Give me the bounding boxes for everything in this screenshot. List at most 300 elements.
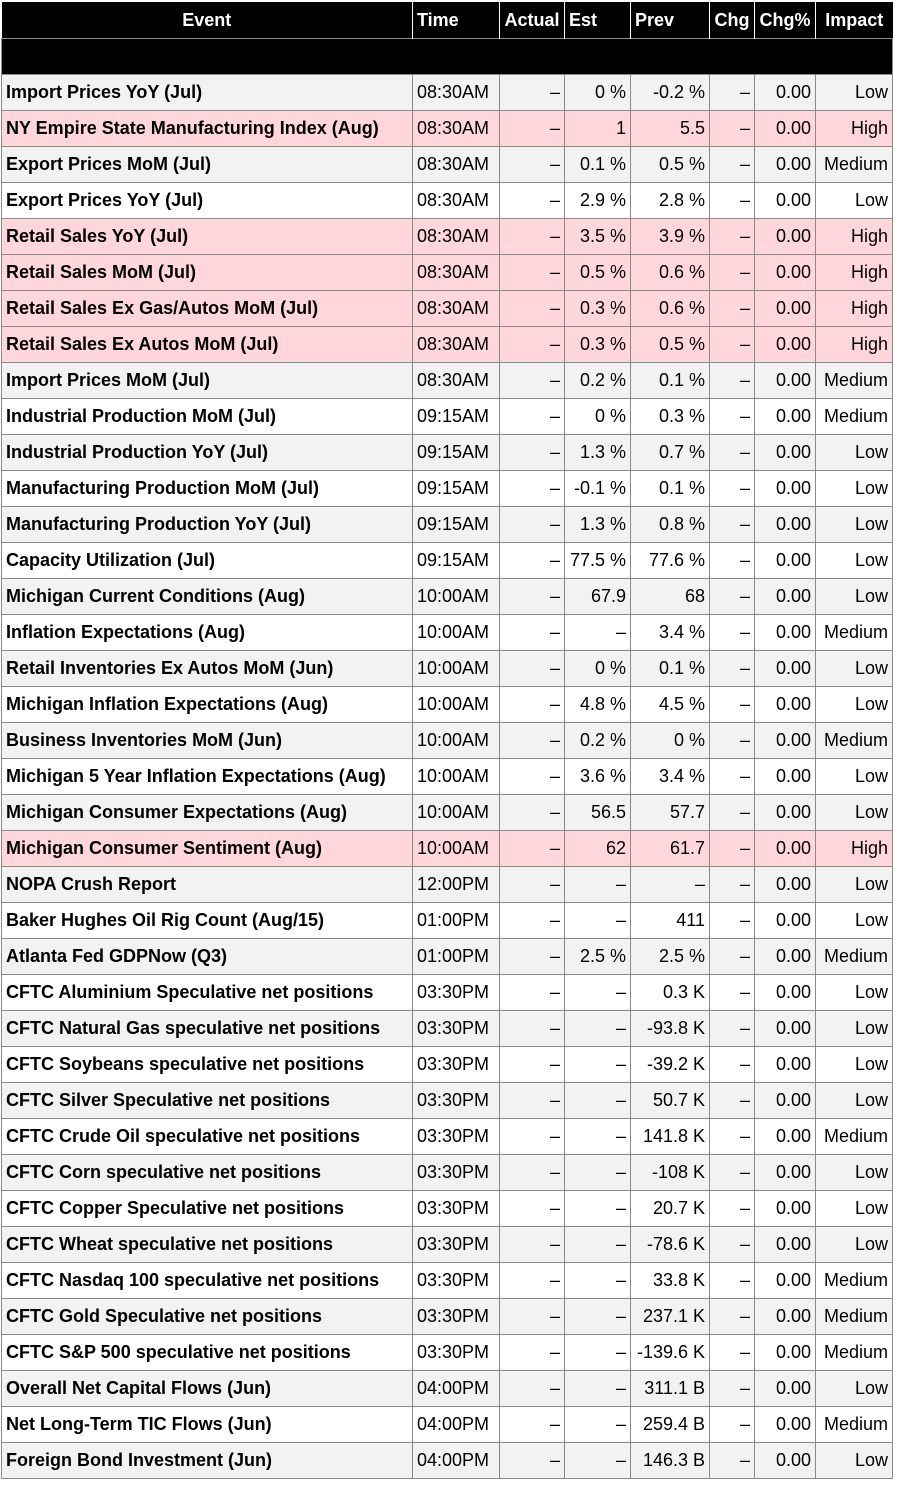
table-row[interactable]: [2, 579, 893, 615]
actual-value: –: [500, 1407, 565, 1443]
table-row[interactable]: [2, 435, 893, 471]
change-percent-value: 0.00: [755, 795, 816, 831]
change-percent-value: 0.00: [755, 1155, 816, 1191]
actual-value: –: [500, 1299, 565, 1335]
event-name: CFTC Soybeans speculative net positions: [2, 1047, 413, 1083]
economic-calendar-table: [1, 2, 893, 1479]
change-percent-value: 0.00: [755, 1263, 816, 1299]
event-name: Retail Sales YoY (Jul): [2, 219, 413, 255]
event-name: CFTC Nasdaq 100 speculative net positions: [2, 1263, 413, 1299]
estimate-value: –: [565, 975, 631, 1011]
event-time: 10:00AM: [413, 651, 500, 687]
previous-value: 0.5 %: [631, 327, 710, 363]
change-percent-value: 0.00: [755, 1047, 816, 1083]
estimate-value: –: [565, 615, 631, 651]
column-header-row: [2, 2, 893, 39]
event-name: CFTC S&P 500 speculative net positions: [2, 1335, 413, 1371]
table-row[interactable]: [2, 939, 893, 975]
change-percent-value: 0.00: [755, 507, 816, 543]
table-row[interactable]: [2, 867, 893, 903]
event-name: CFTC Corn speculative net positions: [2, 1155, 413, 1191]
change-value: –: [710, 1011, 755, 1047]
estimate-value: -0.1 %: [565, 471, 631, 507]
event-time: 01:00PM: [413, 939, 500, 975]
change-percent-value: 0.00: [755, 1227, 816, 1263]
event-time: 08:30AM: [413, 183, 500, 219]
actual-value: –: [500, 903, 565, 939]
actual-value: –: [500, 1155, 565, 1191]
change-value: –: [710, 363, 755, 399]
col-header-prev[interactable]: Prev: [631, 2, 710, 39]
previous-value: -139.6 K: [631, 1335, 710, 1371]
previous-value: –: [631, 867, 710, 903]
change-value: –: [710, 1299, 755, 1335]
estimate-value: 1.3 %: [565, 507, 631, 543]
change-value: –: [710, 327, 755, 363]
estimate-value: 0 %: [565, 75, 631, 111]
estimate-value: 77.5 %: [565, 543, 631, 579]
table-row[interactable]: [2, 291, 893, 327]
table-row[interactable]: [2, 183, 893, 219]
actual-value: –: [500, 939, 565, 975]
estimate-value: –: [565, 1119, 631, 1155]
event-time: 09:15AM: [413, 507, 500, 543]
change-value: –: [710, 1119, 755, 1155]
event-name: Import Prices MoM (Jul): [2, 363, 413, 399]
actual-value: –: [500, 255, 565, 291]
change-percent-value: 0.00: [755, 399, 816, 435]
previous-value: 0.8 %: [631, 507, 710, 543]
event-name: Net Long-Term TIC Flows (Jun): [2, 1407, 413, 1443]
event-time: 03:30PM: [413, 1047, 500, 1083]
impact-level: Medium: [816, 147, 893, 183]
event-name: Inflation Expectations (Aug): [2, 615, 413, 651]
change-value: –: [710, 399, 755, 435]
col-header-impact[interactable]: Impact: [816, 2, 893, 39]
previous-value: 2.5 %: [631, 939, 710, 975]
estimate-value: 0 %: [565, 399, 631, 435]
event-name: Foreign Bond Investment (Jun): [2, 1443, 413, 1479]
impact-level: Low: [816, 183, 893, 219]
impact-level: Low: [816, 75, 893, 111]
col-header-actual[interactable]: Actual: [500, 2, 565, 39]
table-row[interactable]: [2, 471, 893, 507]
table-row[interactable]: [2, 1335, 893, 1371]
previous-value: 50.7 K: [631, 1083, 710, 1119]
previous-value: 3.4 %: [631, 615, 710, 651]
event-name: Export Prices MoM (Jul): [2, 147, 413, 183]
estimate-value: 0.1 %: [565, 147, 631, 183]
change-value: –: [710, 1443, 755, 1479]
estimate-value: 2.5 %: [565, 939, 631, 975]
estimate-value: 4.8 %: [565, 687, 631, 723]
change-percent-value: 0.00: [755, 939, 816, 975]
change-percent-value: 0.00: [755, 1119, 816, 1155]
event-time: 09:15AM: [413, 471, 500, 507]
actual-value: –: [500, 75, 565, 111]
actual-value: –: [500, 975, 565, 1011]
impact-level: Medium: [816, 723, 893, 759]
impact-level: Medium: [816, 939, 893, 975]
change-percent-value: 0.00: [755, 1443, 816, 1479]
event-time: 09:15AM: [413, 435, 500, 471]
event-name: Overall Net Capital Flows (Jun): [2, 1371, 413, 1407]
change-value: –: [710, 75, 755, 111]
actual-value: –: [500, 651, 565, 687]
previous-value: 2.8 %: [631, 183, 710, 219]
change-value: –: [710, 1263, 755, 1299]
table-row[interactable]: [2, 1371, 893, 1407]
date-row: [2, 39, 893, 75]
event-time: 03:30PM: [413, 1299, 500, 1335]
event-time: 08:30AM: [413, 219, 500, 255]
impact-level: Low: [816, 1371, 893, 1407]
change-value: –: [710, 1155, 755, 1191]
actual-value: –: [500, 327, 565, 363]
change-percent-value: 0.00: [755, 327, 816, 363]
impact-level: Low: [816, 975, 893, 1011]
table-row[interactable]: [2, 723, 893, 759]
event-time: 08:30AM: [413, 291, 500, 327]
actual-value: –: [500, 363, 565, 399]
estimate-value: 2.9 %: [565, 183, 631, 219]
impact-level: Medium: [816, 1407, 893, 1443]
change-value: –: [710, 1407, 755, 1443]
event-time: 01:00PM: [413, 903, 500, 939]
event-time: 04:00PM: [413, 1443, 500, 1479]
event-name: CFTC Crude Oil speculative net positions: [2, 1119, 413, 1155]
event-name: Business Inventories MoM (Jun): [2, 723, 413, 759]
actual-value: –: [500, 471, 565, 507]
previous-value: 411: [631, 903, 710, 939]
change-value: –: [710, 1047, 755, 1083]
previous-value: 3.9 %: [631, 219, 710, 255]
previous-value: 61.7: [631, 831, 710, 867]
change-value: –: [710, 687, 755, 723]
actual-value: –: [500, 1443, 565, 1479]
actual-value: –: [500, 1191, 565, 1227]
actual-value: –: [500, 1371, 565, 1407]
event-name: Import Prices YoY (Jul): [2, 75, 413, 111]
table-row[interactable]: [2, 1299, 893, 1335]
change-percent-value: 0.00: [755, 1083, 816, 1119]
previous-value: 0.5 %: [631, 147, 710, 183]
impact-level: Low: [816, 795, 893, 831]
change-value: –: [710, 543, 755, 579]
event-name: Retail Sales MoM (Jul): [2, 255, 413, 291]
col-header-chg[interactable]: Chg: [710, 2, 755, 39]
estimate-value: 1.3 %: [565, 435, 631, 471]
previous-value: 0.1 %: [631, 651, 710, 687]
table-row[interactable]: [2, 111, 893, 147]
change-value: –: [710, 615, 755, 651]
table-row[interactable]: [2, 1155, 893, 1191]
actual-value: –: [500, 615, 565, 651]
event-time: 09:15AM: [413, 543, 500, 579]
estimate-value: –: [565, 1155, 631, 1191]
previous-value: 146.3 B: [631, 1443, 710, 1479]
table-row[interactable]: [2, 399, 893, 435]
change-value: –: [710, 255, 755, 291]
previous-value: 0.1 %: [631, 471, 710, 507]
event-name: Michigan Consumer Sentiment (Aug): [2, 831, 413, 867]
previous-value: -93.8 K: [631, 1011, 710, 1047]
estimate-value: –: [565, 867, 631, 903]
table-row[interactable]: [2, 507, 893, 543]
previous-value: 33.8 K: [631, 1263, 710, 1299]
previous-value: 5.5: [631, 111, 710, 147]
table-row[interactable]: [2, 795, 893, 831]
change-percent-value: 0.00: [755, 975, 816, 1011]
change-percent-value: 0.00: [755, 255, 816, 291]
actual-value: –: [500, 147, 565, 183]
change-value: –: [710, 759, 755, 795]
table-row[interactable]: [2, 615, 893, 651]
change-percent-value: 0.00: [755, 435, 816, 471]
actual-value: –: [500, 1227, 565, 1263]
impact-level: Medium: [816, 1263, 893, 1299]
estimate-value: 0.5 %: [565, 255, 631, 291]
event-name: Michigan Consumer Expectations (Aug): [2, 795, 413, 831]
event-name: Industrial Production MoM (Jul): [2, 399, 413, 435]
actual-value: –: [500, 1119, 565, 1155]
previous-value: 0.3 %: [631, 399, 710, 435]
table-row[interactable]: [2, 543, 893, 579]
event-name: CFTC Copper Speculative net positions: [2, 1191, 413, 1227]
table-row[interactable]: [2, 255, 893, 291]
change-percent-value: 0.00: [755, 75, 816, 111]
change-percent-value: 0.00: [755, 1299, 816, 1335]
impact-level: High: [816, 327, 893, 363]
estimate-value: 0.2 %: [565, 363, 631, 399]
change-value: –: [710, 111, 755, 147]
event-time: 04:00PM: [413, 1371, 500, 1407]
table-row[interactable]: [2, 219, 893, 255]
event-time: 03:30PM: [413, 1191, 500, 1227]
estimate-value: –: [565, 1371, 631, 1407]
previous-value: 57.7: [631, 795, 710, 831]
event-name: Michigan 5 Year Inflation Expectations (Aug): [2, 759, 413, 795]
impact-level: Low: [816, 1047, 893, 1083]
event-time: 10:00AM: [413, 615, 500, 651]
estimate-value: –: [565, 1047, 631, 1083]
impact-level: Low: [816, 543, 893, 579]
event-time: 08:30AM: [413, 255, 500, 291]
table-row[interactable]: [2, 1407, 893, 1443]
event-time: 03:30PM: [413, 1083, 500, 1119]
event-time: 03:30PM: [413, 1119, 500, 1155]
actual-value: –: [500, 111, 565, 147]
table-row[interactable]: [2, 363, 893, 399]
previous-value: -39.2 K: [631, 1047, 710, 1083]
actual-value: –: [500, 687, 565, 723]
event-time: 10:00AM: [413, 687, 500, 723]
impact-level: Low: [816, 687, 893, 723]
impact-level: Low: [816, 471, 893, 507]
event-name: Retail Sales Ex Gas/Autos MoM (Jul): [2, 291, 413, 327]
previous-value: 3.4 %: [631, 759, 710, 795]
table-row[interactable]: [2, 1011, 893, 1047]
table-row[interactable]: [2, 831, 893, 867]
impact-level: Low: [816, 903, 893, 939]
estimate-value: 1: [565, 111, 631, 147]
impact-level: High: [816, 291, 893, 327]
estimate-value: –: [565, 903, 631, 939]
date-header: Friday, August 15, 2025: [2, 39, 893, 75]
event-time: 08:30AM: [413, 111, 500, 147]
change-percent-value: 0.00: [755, 471, 816, 507]
impact-level: High: [816, 831, 893, 867]
actual-value: –: [500, 183, 565, 219]
actual-value: –: [500, 1263, 565, 1299]
previous-value: 141.8 K: [631, 1119, 710, 1155]
previous-value: -108 K: [631, 1155, 710, 1191]
impact-level: Low: [816, 1227, 893, 1263]
table-body: [2, 39, 893, 1479]
actual-value: –: [500, 399, 565, 435]
change-value: –: [710, 867, 755, 903]
event-name: CFTC Aluminium Speculative net positions: [2, 975, 413, 1011]
actual-value: –: [500, 1083, 565, 1119]
table-row[interactable]: [2, 687, 893, 723]
actual-value: –: [500, 507, 565, 543]
change-percent-value: 0.00: [755, 1335, 816, 1371]
event-name: CFTC Wheat speculative net positions: [2, 1227, 413, 1263]
change-percent-value: 0.00: [755, 903, 816, 939]
change-value: –: [710, 147, 755, 183]
change-value: –: [710, 1191, 755, 1227]
col-header-event[interactable]: Event: [2, 2, 413, 39]
estimate-value: 0.2 %: [565, 723, 631, 759]
table-row[interactable]: [2, 651, 893, 687]
table-row[interactable]: [2, 1083, 893, 1119]
event-name: NOPA Crush Report: [2, 867, 413, 903]
change-value: –: [710, 903, 755, 939]
actual-value: –: [500, 291, 565, 327]
event-time: 10:00AM: [413, 831, 500, 867]
impact-level: Low: [816, 867, 893, 903]
change-value: –: [710, 1335, 755, 1371]
change-value: –: [710, 975, 755, 1011]
change-value: –: [710, 507, 755, 543]
estimate-value: 62: [565, 831, 631, 867]
change-percent-value: 0.00: [755, 615, 816, 651]
estimate-value: 3.5 %: [565, 219, 631, 255]
previous-value: 0.3 K: [631, 975, 710, 1011]
actual-value: –: [500, 867, 565, 903]
change-value: –: [710, 435, 755, 471]
event-name: Export Prices YoY (Jul): [2, 183, 413, 219]
change-value: –: [710, 1083, 755, 1119]
change-value: –: [710, 183, 755, 219]
event-time: 10:00AM: [413, 759, 500, 795]
event-name: CFTC Silver Speculative net positions: [2, 1083, 413, 1119]
estimate-value: –: [565, 1263, 631, 1299]
table-row[interactable]: [2, 1119, 893, 1155]
table-row[interactable]: [2, 975, 893, 1011]
col-header-est[interactable]: Est: [565, 2, 631, 39]
impact-level: High: [816, 111, 893, 147]
event-time: 12:00PM: [413, 867, 500, 903]
table-row[interactable]: [2, 1191, 893, 1227]
actual-value: –: [500, 795, 565, 831]
col-header-chg-percent[interactable]: Chg%: [755, 2, 816, 39]
estimate-value: 67.9: [565, 579, 631, 615]
table-row[interactable]: [2, 75, 893, 111]
event-name: Manufacturing Production MoM (Jul): [2, 471, 413, 507]
impact-level: Medium: [816, 1119, 893, 1155]
table-row[interactable]: [2, 1263, 893, 1299]
estimate-value: –: [565, 1083, 631, 1119]
previous-value: 0.7 %: [631, 435, 710, 471]
previous-value: 77.6 %: [631, 543, 710, 579]
previous-value: -78.6 K: [631, 1227, 710, 1263]
impact-level: Low: [816, 759, 893, 795]
change-percent-value: 0.00: [755, 183, 816, 219]
event-name: Michigan Inflation Expectations (Aug): [2, 687, 413, 723]
event-name: CFTC Gold Speculative net positions: [2, 1299, 413, 1335]
event-time: 10:00AM: [413, 579, 500, 615]
previous-value: 311.1 B: [631, 1371, 710, 1407]
change-percent-value: 0.00: [755, 759, 816, 795]
event-time: 08:30AM: [413, 147, 500, 183]
table-row[interactable]: [2, 1443, 893, 1479]
estimate-value: –: [565, 1227, 631, 1263]
event-time: 08:30AM: [413, 327, 500, 363]
previous-value: 4.5 %: [631, 687, 710, 723]
event-time: 10:00AM: [413, 723, 500, 759]
table-row[interactable]: [2, 327, 893, 363]
impact-level: High: [816, 219, 893, 255]
event-name: Baker Hughes Oil Rig Count (Aug/15): [2, 903, 413, 939]
previous-value: 259.4 B: [631, 1407, 710, 1443]
actual-value: –: [500, 219, 565, 255]
event-name: Atlanta Fed GDPNow (Q3): [2, 939, 413, 975]
impact-level: Low: [816, 651, 893, 687]
table-row[interactable]: [2, 903, 893, 939]
event-name: Retail Sales Ex Autos MoM (Jul): [2, 327, 413, 363]
change-percent-value: 0.00: [755, 147, 816, 183]
impact-level: Medium: [816, 615, 893, 651]
event-time: 03:30PM: [413, 1335, 500, 1371]
estimate-value: –: [565, 1299, 631, 1335]
event-time: 03:30PM: [413, 1263, 500, 1299]
previous-value: 20.7 K: [631, 1191, 710, 1227]
change-value: –: [710, 291, 755, 327]
previous-value: -0.2 %: [631, 75, 710, 111]
change-percent-value: 0.00: [755, 291, 816, 327]
event-time: 03:30PM: [413, 1011, 500, 1047]
previous-value: 68: [631, 579, 710, 615]
table-row[interactable]: [2, 1227, 893, 1263]
impact-level: Low: [816, 435, 893, 471]
table-row[interactable]: [2, 147, 893, 183]
event-name: CFTC Natural Gas speculative net positions: [2, 1011, 413, 1047]
estimate-value: –: [565, 1443, 631, 1479]
change-value: –: [710, 1227, 755, 1263]
table-row[interactable]: [2, 759, 893, 795]
change-percent-value: 0.00: [755, 1191, 816, 1227]
change-value: –: [710, 723, 755, 759]
change-percent-value: 0.00: [755, 219, 816, 255]
change-value: –: [710, 831, 755, 867]
event-time: 09:15AM: [413, 399, 500, 435]
impact-level: Low: [816, 1443, 893, 1479]
impact-level: Low: [816, 1155, 893, 1191]
event-name: Capacity Utilization (Jul): [2, 543, 413, 579]
table-row[interactable]: [2, 1047, 893, 1083]
col-header-time[interactable]: Time: [413, 2, 500, 39]
